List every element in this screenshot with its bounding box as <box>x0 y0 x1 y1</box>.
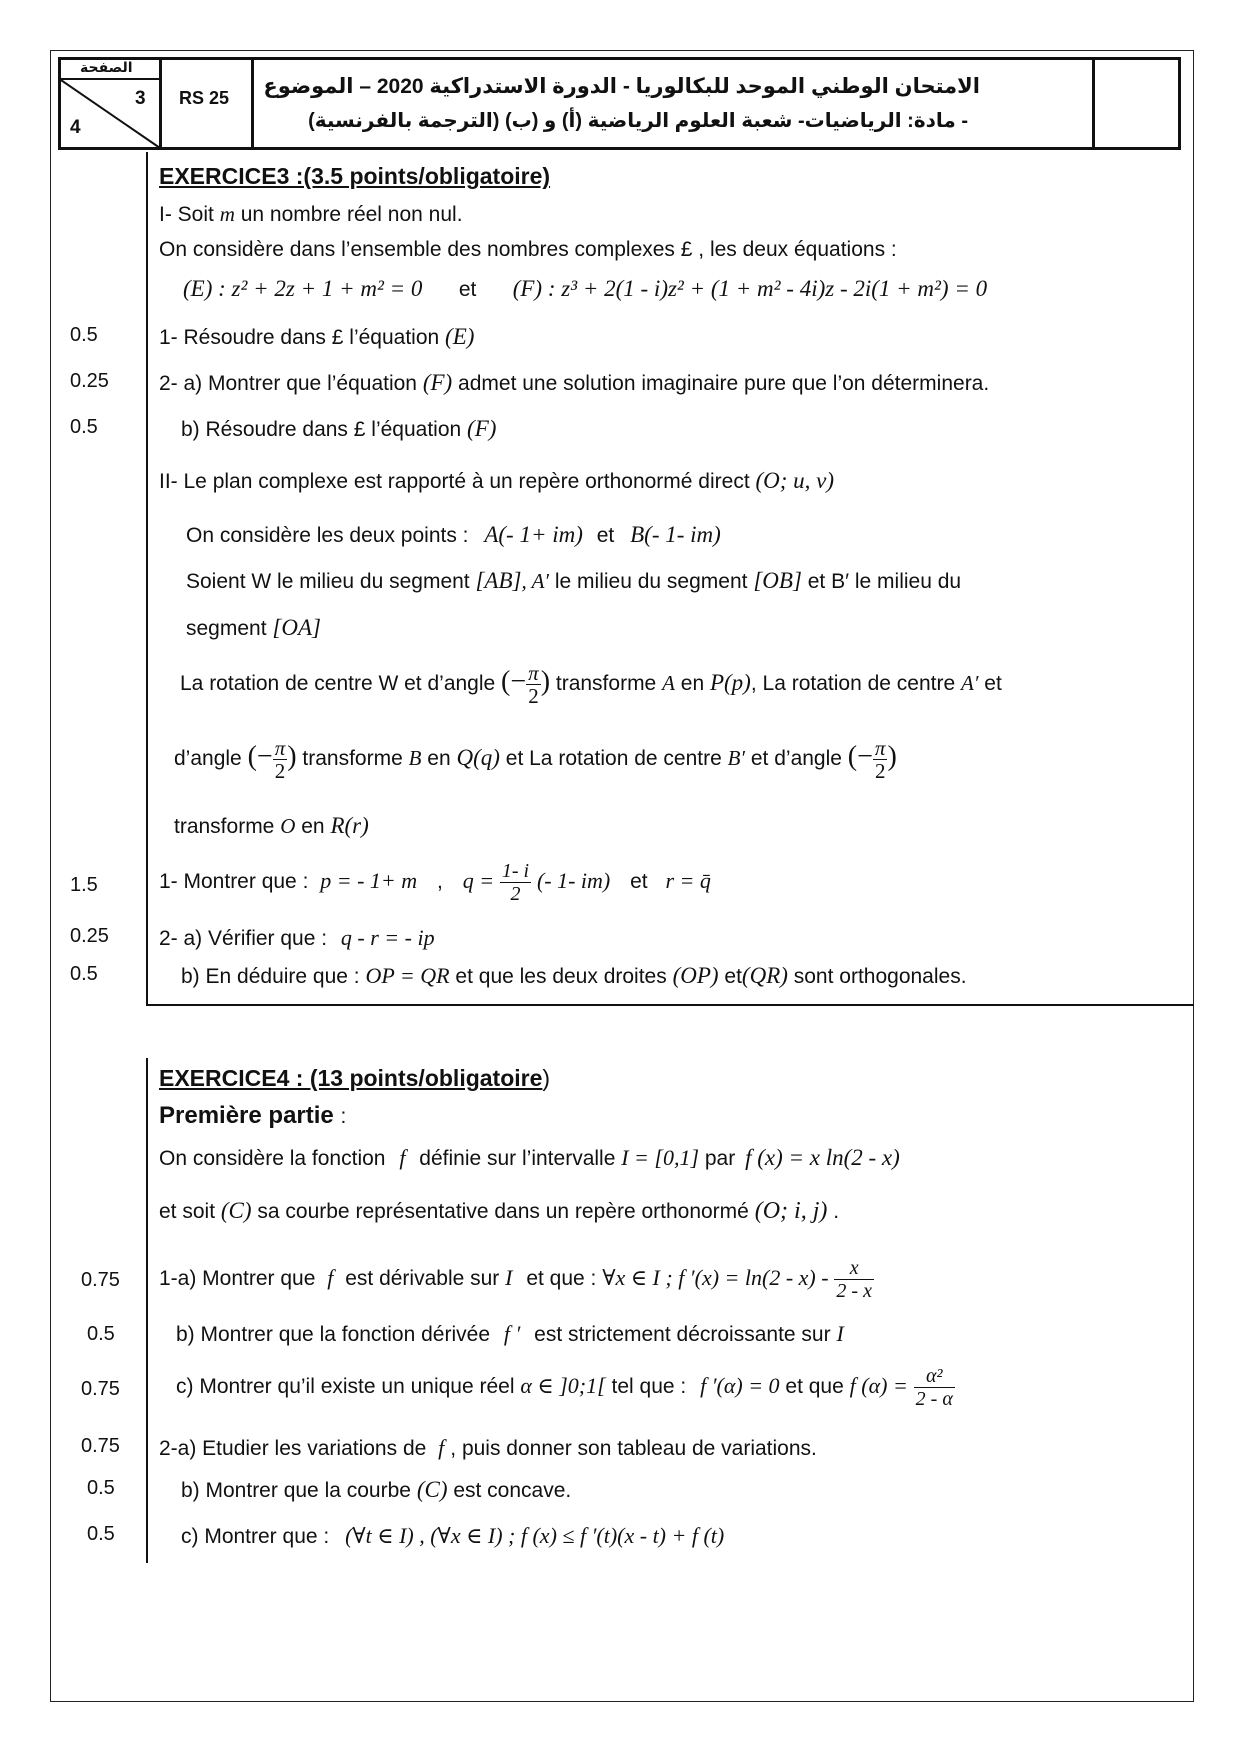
subject-line: - مادة: الرياضيات- شعبة العلوم الرياضية (أ) و (ب) (الترجمة بالفرنسية) <box>308 110 968 132</box>
ex4-question-1b: b) Montrer que la fonction dérivée f ′ est strictement décroissante sur I <box>176 1321 844 1346</box>
exercise3-title: EXERCICE3 :(3.5 points/obligatoire) <box>159 163 551 189</box>
exam-title: الامتحان الوطني الموحد للبكالوريا - الدورة الاستدراكية 2020 – الموضوع <box>263 75 980 98</box>
margin-line <box>146 152 148 1005</box>
page-label: الصفحة <box>80 59 133 75</box>
frame-Ouv: (O; u, v) <box>755 468 835 493</box>
ex3-intro-line1: I- Soit m un nombre réel non nul. <box>159 202 463 226</box>
page-total: 4 <box>70 117 81 138</box>
points-value: 0.75 <box>81 1435 120 1457</box>
ex3-question-2b: b) Résoudre dans £ l’équation (F) <box>181 416 497 441</box>
ex3-intro-line2: On considère dans l’ensemble des nombres complexes £ , les deux équations : <box>159 238 897 261</box>
margin-line <box>146 1058 148 1563</box>
midpoints-line: Soient W le milieu du segment [AB], A′ le milieu du segment [OB] et B′ le milieu du <box>186 568 962 593</box>
equation-F: (F) : z³ + 2(1 - i)z² + (1 + m² - 4i)z - 2i(1 + m²) = 0 <box>512 276 988 301</box>
points-value: 0.5 <box>70 416 98 438</box>
exercise4-title: EXERCICE4 : (13 points/obligatoire) <box>159 1065 551 1091</box>
equations-line: (E) : z² + 2z + 1 + m² = 0 et (F) : z³ + 2(1 - i)z² + (1 + m² - 4i)z - 2i(1 + m²) = 0 <box>183 276 988 301</box>
ex4-question-2a: 2-a) Etudier les variations de f , puis donner son tableau de variations. <box>159 1435 817 1460</box>
ex4-question-2c: c) Montrer que : (∀t ∈ I) , (∀x ∈ I) ; f (x) ≤ f ′(t)(x - t) + f (t) <box>181 1523 725 1548</box>
segment-OA-line: segment [OA] <box>186 615 321 640</box>
rotation-line-1: La rotation de centre W et d’angle (− $\frac{\pi}{2}$ ) transforme A en P(p), La rotation de centre A′ et <box>180 661 1002 708</box>
ex3-II-question-2a: 2- a) Vérifier que : q - r = - ip <box>159 925 435 950</box>
function-definition: On considère la fonction f définie sur l’intervalle I = [0,1] par f (x) = x ln(2 - x) <box>159 1145 900 1170</box>
curve-definition: et soit (C) sa courbe représentative dans un repère orthonormé (O; i, j) . <box>159 1198 840 1224</box>
part-one-title: Première partie : <box>159 1102 347 1129</box>
header-divider <box>251 57 254 150</box>
points-value: 0.25 <box>70 370 109 392</box>
points-value: 0.75 <box>81 1378 120 1400</box>
frame-Oij: (O; i, j) <box>754 1198 828 1224</box>
ex4-question-2b: b) Montrer que la courbe (C) est concave. <box>181 1477 572 1502</box>
exercise-separator <box>146 1004 1194 1006</box>
points-value: 0.25 <box>70 925 109 947</box>
points-AB-line: On considère les deux points : A(- 1+ im) et B(- 1- im) <box>186 522 721 547</box>
points-value: 0.75 <box>81 1269 120 1291</box>
equation-E: (E) : z² + 2z + 1 + m² = 0 <box>183 276 423 301</box>
exam-code: RS 25 <box>179 88 230 108</box>
header-divider <box>1092 57 1095 150</box>
points-value: 1.5 <box>70 874 98 896</box>
points-value: 0.5 <box>87 1323 115 1345</box>
page-number: 3 <box>135 88 146 109</box>
points-value: 0.5 <box>87 1477 115 1499</box>
rotation-line-2: d’angle (− $\frac{\pi}{2}$ ) transforme B en Q(q) et La rotation de centre B′ et d’angle (− $\frac{\pi}{2}$ ) <box>174 736 897 783</box>
ex3-II-question-2b: b) En déduire que : OP = QR et que les deux droites (OP) et(QR) sont orthogonales. <box>181 963 967 988</box>
ex4-question-1a: 1-a) Montrer que f est dérivable sur I et que : ∀x ∈ I ; f ′(x) = ln(2 - x) - $\frac{x}{2 - x}$ <box>159 1257 872 1302</box>
ex3-II-question-1: 1- Montrer que : p = - 1+ m , q = $\frac{1- i}{2}$ (- 1- im) et r = q̄ <box>159 860 711 905</box>
points-value: 0.5 <box>70 963 98 985</box>
points-value: 0.5 <box>87 1523 115 1545</box>
ex3-part-II: II- Le plan complexe est rapporté à un repère orthonormé direct (O; u, v) <box>159 468 835 493</box>
points-value: 0.5 <box>70 324 98 346</box>
ex3-question-1: 1- Résoudre dans £ l’équation (E) <box>159 324 475 349</box>
ex4-question-1c: c) Montrer qu’il existe un unique réel α ∈ ]0;1[ tel que : f ′(α) = 0 et que f (α) = $\frac{\text{α²}}{2 - \alpha}$ <box>176 1365 953 1410</box>
rotation-line-3: transforme O en R(r) <box>174 813 369 838</box>
ex3-question-2a: 2- a) Montrer que l’équation (F) admet une solution imaginaire pure que l’on déterminera. <box>159 370 990 395</box>
